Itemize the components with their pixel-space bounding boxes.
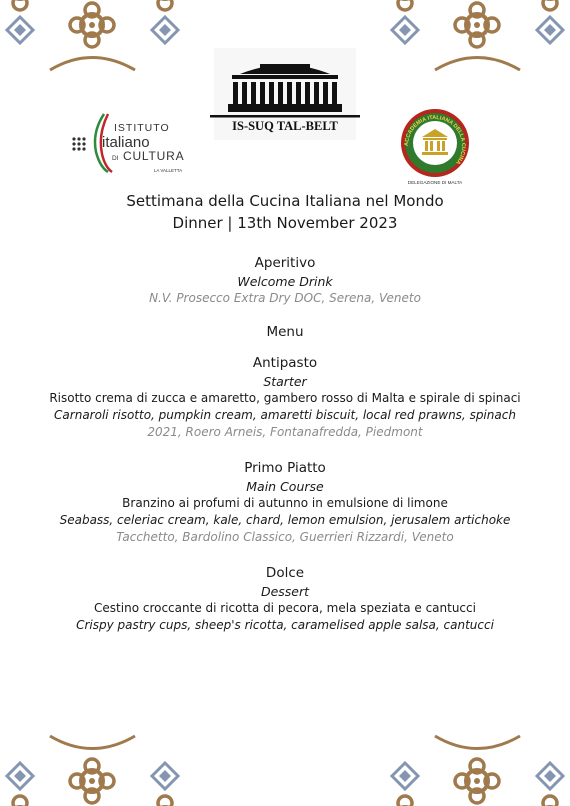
course-dish-italian: Cestino croccante di ricotta di pecora, mela speziata e cantucci	[94, 601, 476, 615]
decorative-tile-bottom-left	[0, 731, 185, 806]
event-subtitle: Dinner | 13th November 2023	[172, 214, 398, 232]
course-primo	[0, 459, 570, 546]
accademia-delegation: DELEGAZIONE DI MALTA	[407, 180, 463, 185]
course-dish-english: Carnaroli risotto, pumpkin cream, amaretti biscuit, local red prawns, spinach	[54, 408, 516, 422]
decorative-tile-bottom-right	[385, 731, 570, 806]
iic-line3: CULTURA	[123, 149, 185, 163]
course-dolce	[0, 564, 570, 634]
course-dish-italian: Branzino ai profumi di autunno in emulsione di limone	[122, 496, 448, 510]
course-subheading: Main Course	[246, 479, 324, 494]
course-heading: Antipasto	[252, 355, 318, 371]
is-suq-tal-belt-logo	[200, 44, 370, 144]
accademia-italiana-logo	[395, 106, 475, 186]
course-dish-english: Crispy pastry cups, sheep's ricotta, caramelised apple salsa, cantucci	[76, 618, 494, 632]
course-dish-english: Seabass, celeriac cream, kale, chard, lemon emulsion, jerusalem artichoke	[59, 513, 511, 527]
course-antipasto	[0, 354, 570, 441]
course-subheading: Starter	[263, 374, 307, 389]
iic-city: LA VALLETTA	[153, 168, 183, 173]
istituto-italiano-logo	[70, 112, 185, 174]
course-subheading: Dessert	[260, 584, 310, 599]
menu-label: Menu	[266, 324, 304, 340]
course-wine: 2021, Roero Arneis, Fontanafredda, Piedmont	[147, 425, 423, 439]
iic-line1: ISTITUTO	[114, 122, 170, 134]
course-heading: Dolce	[265, 565, 305, 581]
decorative-tile-top-right	[385, 0, 570, 75]
decorative-tile-top-left	[0, 0, 185, 75]
course-heading: Primo Piatto	[244, 460, 326, 476]
aperitivo-subheading: Welcome Drink	[237, 274, 333, 289]
course-wine: Tacchetto, Bardolino Classico, Guerrieri Rizzardi, Veneto	[116, 530, 454, 544]
course-dish-italian: Risotto crema di zucca e amaretto, gambero rosso di Malta e spirale di spinaci	[49, 391, 521, 405]
aperitivo-wine: N.V. Prosecco Extra Dry DOC, Serena, Veneto	[149, 291, 421, 305]
aperitivo-section	[0, 254, 570, 307]
iic-line2: italiano	[102, 134, 150, 151]
suq-name: IS-SUQ TAL-BELT	[232, 119, 338, 133]
accademia-ring-text: ACCADEMIA ITALIANA DELLA CUCINA	[403, 114, 467, 166]
aperitivo-heading: Aperitivo	[254, 255, 316, 271]
menu-content	[0, 190, 570, 634]
event-title: Settimana della Cucina Italiana nel Mondo	[126, 192, 444, 210]
iic-line3-prefix: DI	[112, 155, 119, 162]
